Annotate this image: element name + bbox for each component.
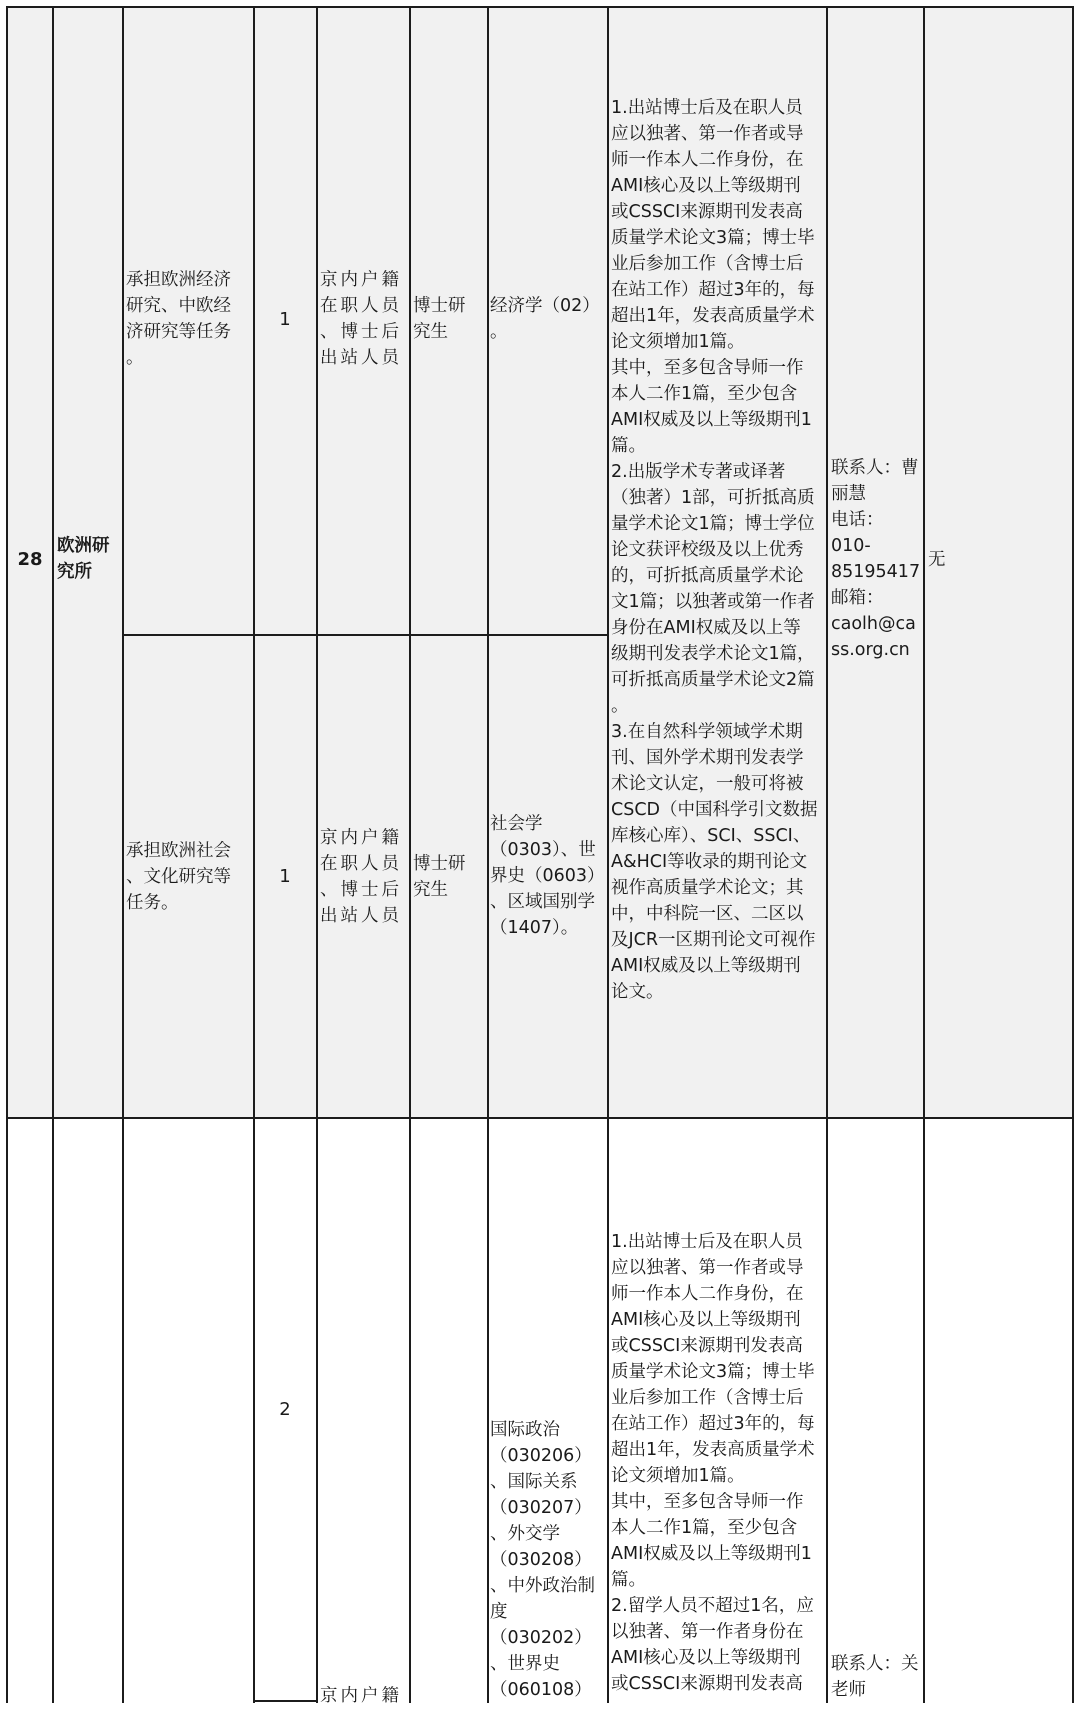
table-top-border [8, 6, 1074, 8]
col-border-9 [923, 6, 925, 1703]
col-border-7 [607, 6, 609, 1703]
major-requirement: 经济学（02） 。 [490, 296, 600, 342]
row-index: 28 [17, 549, 43, 570]
position-count: 2 [279, 1399, 291, 1420]
candidate-source: 京内户籍 在职人员 、博士后 出站人员 [320, 828, 402, 926]
unit-name: 欧洲研 究所 [57, 536, 110, 582]
remark: 无 [928, 550, 946, 570]
col-border-1 [52, 6, 54, 1703]
major-requirement: 社会学 （0303）、世 界史（0603） 、区域国别学 （1407）。 [490, 814, 605, 938]
position-count: 1 [279, 866, 291, 887]
row29-sub-divider [254, 1700, 318, 1702]
col-border-6 [487, 6, 489, 1703]
col-border-3 [253, 6, 255, 1703]
major-requirement: 国际政治 （030206） 、国际关系 （030207） 、外交学 （030208） 、中外政治制 度 （030202） 、世界史 （060108） [490, 1420, 595, 1700]
col-border-2 [122, 6, 124, 1703]
other-requirements: 1.出站博士后及在职人员 应以独著、第一作者或导 师一作本人二作身份，在 AMI核心及以上等级期刊 或CSSCI来源期刊发表高 质量学术论文3篇；博士毕 业后参加工作（含博士后 在站工作）超过3年的，每 超出1年，发表高质量学术 论文须增加1篇。 其中，至多包含导师一作 本人二作1篇，至少包含 AMI权威及以上等级期刊1 篇。 2.出版学术专著或译著 （独著）1部，可折抵高质 量学术论文1篇；博士学位 论文获评校级及以上优秀 的，可折抵高质量学术论 文1篇；以独著或第一作者 身份在AMI权威及以上等 级期刊发表学术论文1篇， 可折抵高质量学术论文2篇 。 3.在自然科学领域学术期 刊、国外学术期刊发表学 术论文认定，一般可将被 CSCD（中国科学引文数据 库核心库）、SCI、SSCI、 A&HCI等收录的期刊论文 视作高质量学术论文；其 中，中科院一区、二区以 及JCR一区期刊论文可视作 AMI权威及以上等级期刊 论文。 [611, 98, 818, 1002]
task-description: 承担欧洲经济 研究、中欧经 济研究等任务 。 [126, 270, 231, 368]
col-border-8 [826, 6, 828, 1703]
row28-bottom-border [8, 1117, 1074, 1119]
col-border-4 [316, 6, 318, 1703]
candidate-source: 京内户籍 在职人员 、博士后 出站人员 [320, 270, 402, 368]
degree-requirement: 博士研 究生 [413, 854, 466, 900]
degree-requirement: 博士研 究生 [413, 296, 466, 342]
other-requirements: 1.出站博士后及在职人员 应以独著、第一作者或导 师一作本人二作身份，在 AMI核心及以上等级期刊 或CSSCI来源期刊发表高 质量学术论文3篇；博士毕 业后参加工作（含博士后 在站工作）超过3年的，每 超出1年，发表高质量学术 论文须增加1篇。 其中，至多包含导师一作 本人二作1篇，至少包含 AMI权威及以上等级期刊1 篇。 2.留学人员不超过1名，应 以独著、第一作者身份在 AMI核心及以上等级期刊 或CSSCI来源期刊发表高 [611, 1232, 815, 1694]
row28-sub-divider [124, 634, 608, 636]
position-count: 1 [279, 309, 291, 330]
candidate-source: 京内户籍 [320, 1686, 402, 1706]
task-description: 承担欧洲社会 、文化研究等 任务。 [126, 841, 231, 913]
col-border-10 [1072, 6, 1074, 1703]
contact-info: 联系人：曹 丽慧 电话： 010- 85195417 邮箱： caolh@ca ss.org.cn [831, 458, 921, 660]
contact-info: 联系人：关 老师 [831, 1654, 919, 1700]
col-border-0 [6, 6, 8, 1703]
